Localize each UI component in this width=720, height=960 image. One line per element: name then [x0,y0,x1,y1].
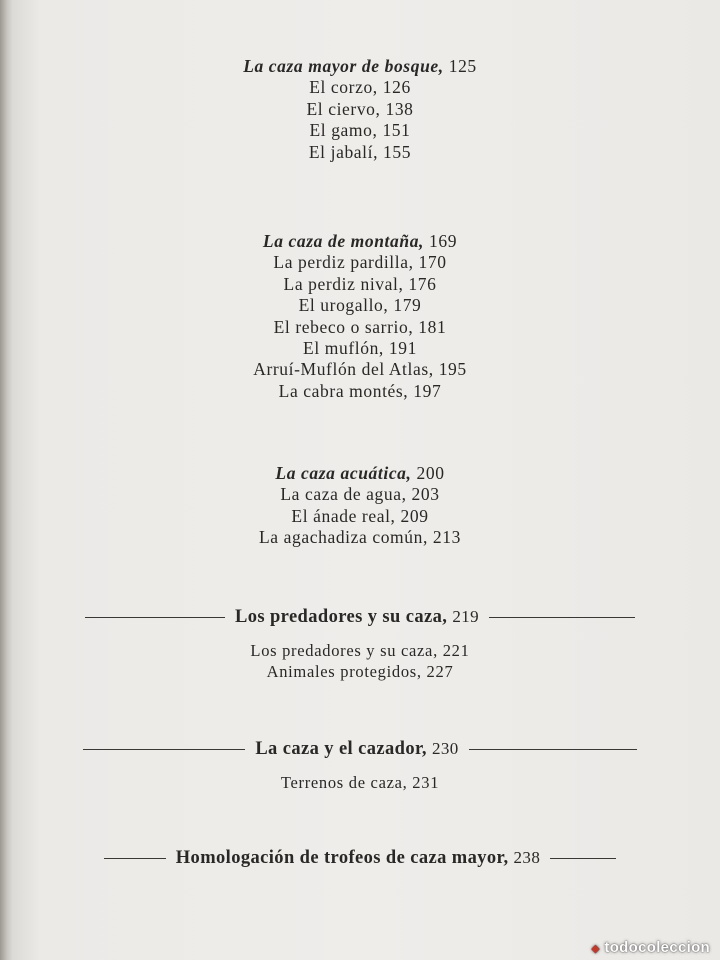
toc-part-cazador [0,737,720,761]
rule-left [85,617,225,618]
toc-entry: La caza de agua, 203 [280,484,440,505]
toc-entry: Arruí-Muflón del Atlas, 195 [253,359,467,380]
part-title-text: Homologación de trofeos de caza mayor, [175,847,509,868]
toc-entry: El jabalí, 155 [308,141,412,162]
rule-right [550,858,616,859]
watermark-icon: ◆ [591,943,600,955]
part-title [225,607,489,628]
section-heading-text: La caza mayor de bosque, [243,56,444,76]
part-entries [0,640,720,682]
part-title-page: 230 [431,738,459,758]
rule-right [489,617,635,618]
toc-entry: Terrenos de caza, 231 [280,773,440,792]
toc-part-homologacion [0,846,720,870]
toc-entry: El rebeco o sarrio, 181 [273,316,447,337]
section-heading-page: 125 [448,56,477,76]
section-heading [0,231,720,252]
toc-entry: El ciervo, 138 [306,98,414,119]
toc-entry: La perdiz pardilla, 170 [273,252,447,273]
part-title-text: Los predadores y su caza, [234,606,448,627]
part-entries [0,772,720,793]
part-title [245,739,468,760]
watermark [591,939,710,956]
section-heading-page: 200 [416,463,445,483]
section-heading-text: La caza acuática, [275,463,412,483]
toc-entry: El muflón, 191 [303,338,417,359]
toc-entry: El corzo, 126 [309,77,411,98]
rule-left [83,749,245,750]
toc-section-acuatica [0,463,720,549]
toc-entry: El ánade real, 209 [291,505,429,526]
toc-part-predadores [0,605,720,629]
part-title [166,848,550,869]
toc-entry: La cabra montés, 197 [278,380,442,401]
section-heading-page: 169 [429,231,458,251]
toc-entry: Los predadores y su caza, 221 [250,641,470,660]
part-title-page: 238 [513,847,541,867]
toc-entry: Animales protegidos, 227 [266,662,454,681]
part-title-text: La caza y el cazador, [255,738,427,759]
rule-left [104,858,166,859]
toc-section-bosque [0,56,720,163]
part-title-page: 219 [452,606,480,626]
toc-entry: El gamo, 151 [309,120,411,141]
toc-entry: La agachadiza común, 213 [259,527,461,548]
section-heading [0,56,720,77]
section-heading-text: La caza de montaña, [262,231,425,251]
toc-section-montana [0,231,720,402]
section-heading [0,463,720,484]
rule-right [469,749,637,750]
toc-entry: La perdiz nival, 176 [283,273,437,294]
toc-entry: El urogallo, 179 [298,295,422,316]
watermark-text: todocoleccion [604,939,710,956]
